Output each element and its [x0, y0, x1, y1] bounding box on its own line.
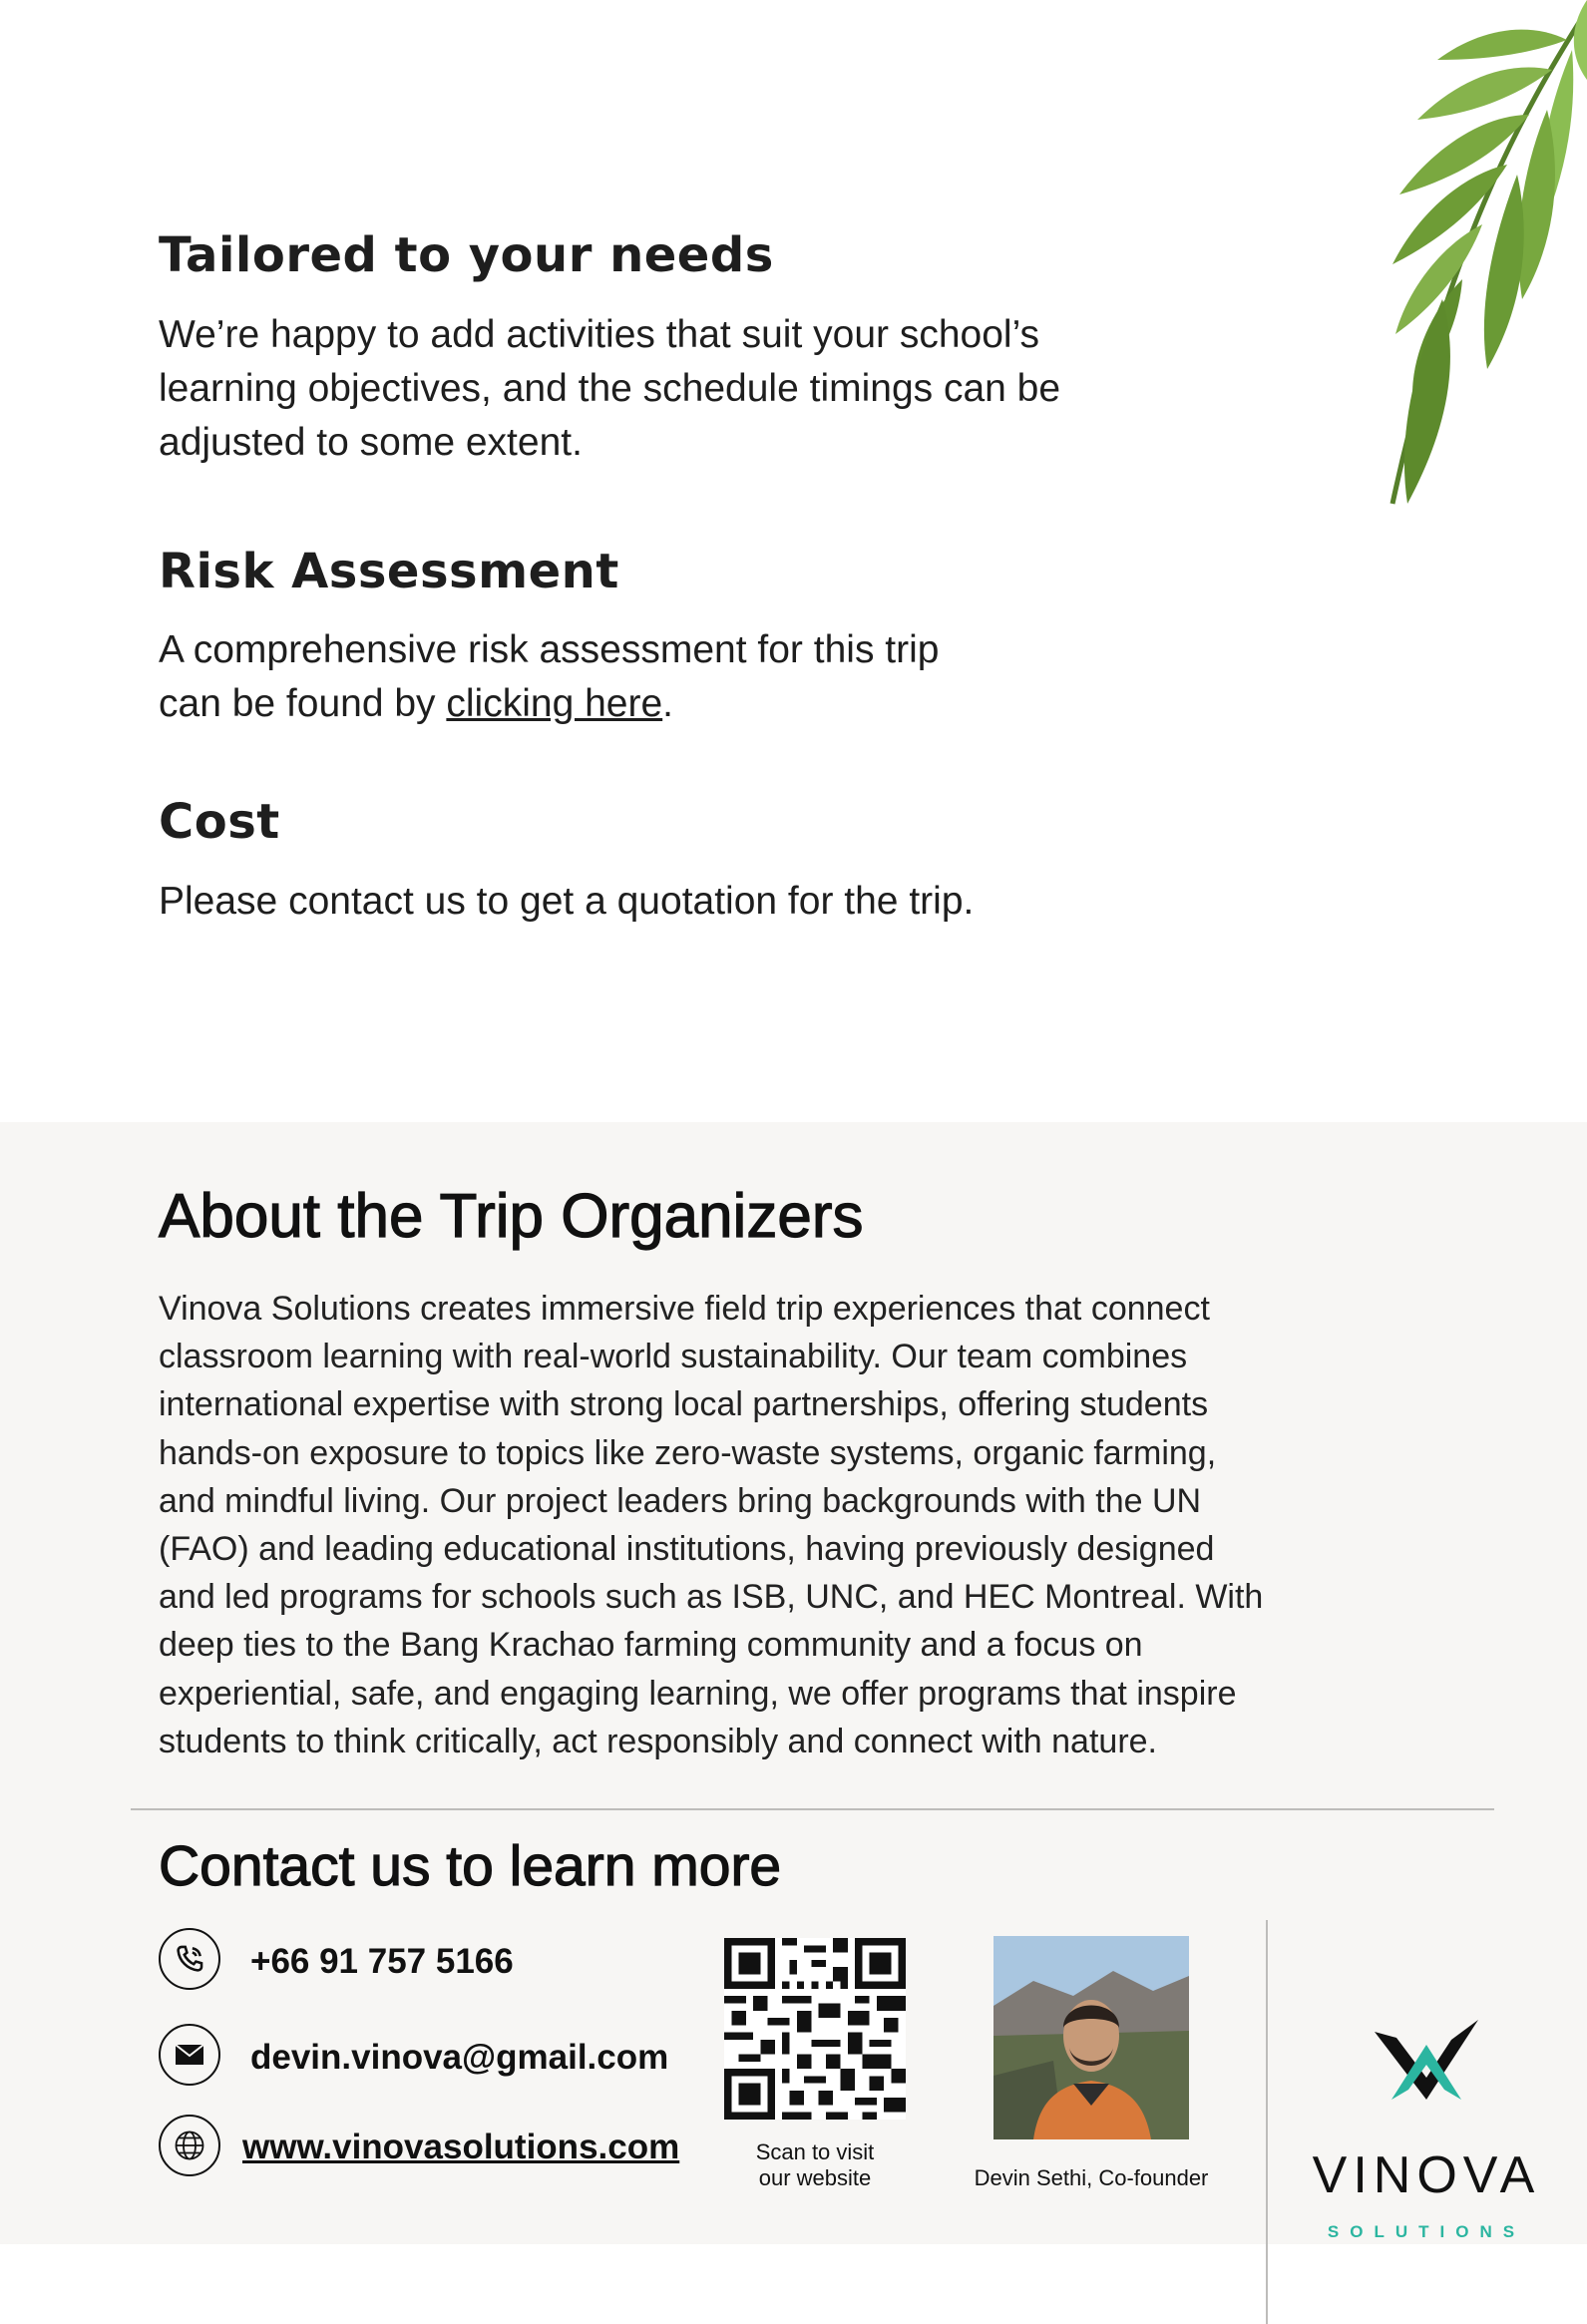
text-prefix: can be found by	[159, 682, 447, 725]
founder-photo	[993, 1936, 1189, 2139]
leaf-decoration	[1268, 0, 1587, 509]
about-line: and mindful living. Our project leaders bring backgrounds with the UN	[159, 1481, 1202, 1520]
section-text-line: Please contact us to get a quotation for the trip.	[159, 880, 975, 923]
about-line: Vinova Solutions creates immersive field trip experiences that connect	[159, 1290, 1210, 1328]
about-line: experiential, safe, and engaging learning, we offer programs that inspire	[159, 1674, 1237, 1713]
qr-caption-line: our website	[758, 2165, 872, 2190]
phone-icon	[159, 1928, 220, 1990]
globe-icon	[159, 2115, 220, 2176]
about-line: (FAO) and leading educational institutions, having previously designed	[159, 1530, 1215, 1569]
vinova-logo	[1297, 1970, 1556, 2289]
top-section	[0, 0, 1587, 1122]
section-text-line: We’re happy to add activities that suit your school’s	[159, 313, 1040, 356]
email-address[interactable]: devin.vinova@gmail.com	[250, 2038, 669, 2077]
photo-caption: Devin Sethi, Co-founder	[974, 2165, 1209, 2190]
mail-icon	[159, 2024, 220, 2086]
bottom-section	[0, 1122, 1587, 2244]
section-heading-tailored: Tailored to your needs	[159, 227, 774, 283]
section-text-line	[159, 677, 673, 731]
about-line: classroom learning with real-world sustainability. Our team combines	[159, 1338, 1188, 1376]
about-paragraph	[159, 1285, 1306, 1765]
section-text-line: adjusted to some extent.	[159, 421, 583, 464]
risk-assessment-link[interactable]: clicking here	[446, 682, 663, 725]
about-title: About the Trip Organizers	[159, 1182, 864, 1251]
logo-tagline: SOLUTIONS	[1327, 2222, 1526, 2241]
qr-code[interactable]	[724, 1938, 906, 2120]
section-heading-risk: Risk Assessment	[159, 544, 619, 599]
website-link[interactable]: www.vinovasolutions.com	[242, 2128, 680, 2166]
divider	[131, 1808, 1494, 1810]
section-text-line: learning objectives, and the schedule timings can be	[159, 367, 1061, 410]
logo-name: VINOVA	[1312, 2146, 1541, 2204]
about-line: and led programs for schools such as ISB, UNC, and HEC Montreal. With	[159, 1578, 1264, 1617]
vertical-divider	[1266, 1920, 1268, 2324]
about-line: hands-on exposure to topics like zero-waste systems, organic farming,	[159, 1433, 1217, 1472]
qr-caption-line: Scan to visit	[755, 2139, 875, 2164]
section-text-line: A comprehensive risk assessment for this trip	[159, 628, 940, 671]
section-heading-cost: Cost	[159, 794, 280, 850]
contact-title: Contact us to learn more	[159, 1834, 782, 1898]
about-line: deep ties to the Bang Krachao farming community and a focus on	[159, 1626, 1143, 1665]
about-line: international expertise with strong local partnerships, offering students	[159, 1385, 1209, 1424]
phone-number[interactable]: +66 91 757 5166	[250, 1942, 514, 1981]
text-suffix: .	[662, 682, 674, 725]
about-line: students to think critically, act responsibly and connect with nature.	[159, 1722, 1157, 1760]
